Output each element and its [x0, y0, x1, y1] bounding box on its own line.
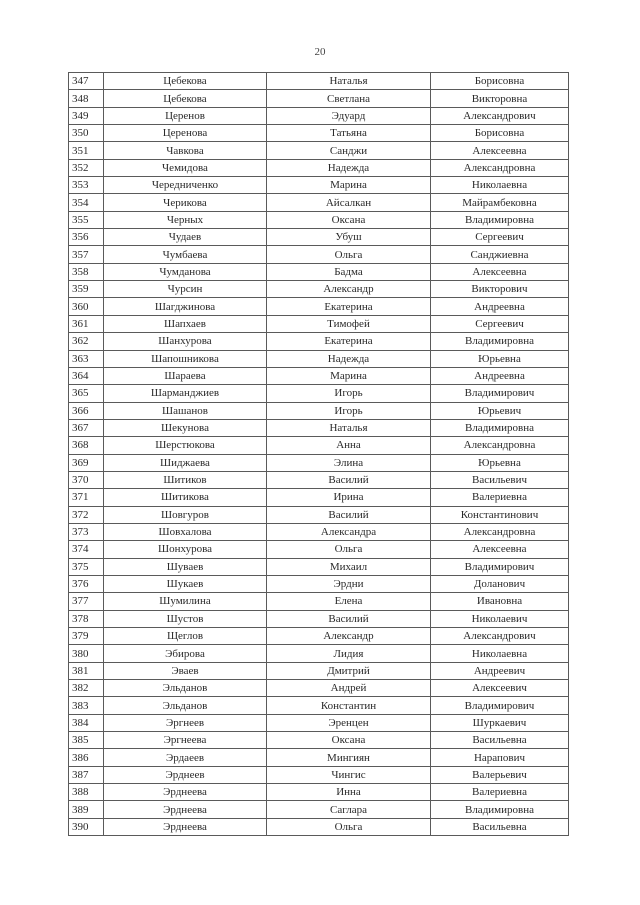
- row-number-cell: 370: [69, 471, 104, 488]
- patronymic-cell: Андреевна: [431, 298, 569, 315]
- surname-cell: Цебекова: [104, 90, 267, 107]
- row-number-cell: 364: [69, 367, 104, 384]
- row-number-cell: 369: [69, 454, 104, 471]
- surname-cell: Шитикова: [104, 489, 267, 506]
- table-row: [69, 367, 569, 384]
- table-row: [69, 385, 569, 402]
- surname-cell: Шовхалова: [104, 523, 267, 540]
- given-name-cell: Игорь: [267, 385, 431, 402]
- row-number-cell: 390: [69, 818, 104, 835]
- given-name-cell: Екатерина: [267, 298, 431, 315]
- table-row: [69, 471, 569, 488]
- row-number-cell: 347: [69, 73, 104, 90]
- table-row: [69, 784, 569, 801]
- given-name-cell: Александр: [267, 281, 431, 298]
- surname-cell: Цебекова: [104, 73, 267, 90]
- table-row: [69, 402, 569, 419]
- patronymic-cell: Борисовна: [431, 73, 569, 90]
- patronymic-cell: Майрамбековна: [431, 194, 569, 211]
- given-name-cell: Бадма: [267, 263, 431, 280]
- table-row: [69, 662, 569, 679]
- surname-cell: Шарманджиев: [104, 385, 267, 402]
- surname-cell: Эваев: [104, 662, 267, 679]
- given-name-cell: Лидия: [267, 645, 431, 662]
- patronymic-cell: Владимировна: [431, 211, 569, 228]
- patronymic-cell: Николаевна: [431, 645, 569, 662]
- patronymic-cell: Николаевич: [431, 610, 569, 627]
- row-number-cell: 356: [69, 229, 104, 246]
- surname-cell: Чавкова: [104, 142, 267, 159]
- given-name-cell: Василий: [267, 506, 431, 523]
- surname-cell: Чумданова: [104, 263, 267, 280]
- row-number-cell: 350: [69, 125, 104, 142]
- patronymic-cell: Алексеевна: [431, 263, 569, 280]
- surname-cell: Черикова: [104, 194, 267, 211]
- table-row: [69, 454, 569, 471]
- row-number-cell: 368: [69, 437, 104, 454]
- surname-cell: Шанхурова: [104, 333, 267, 350]
- table-row: [69, 437, 569, 454]
- surname-cell: Церенов: [104, 107, 267, 124]
- row-number-cell: 348: [69, 90, 104, 107]
- table-row: [69, 211, 569, 228]
- row-number-cell: 359: [69, 281, 104, 298]
- surname-cell: Шовгуров: [104, 506, 267, 523]
- row-number-cell: 377: [69, 593, 104, 610]
- given-name-cell: Андрей: [267, 680, 431, 697]
- row-number-cell: 372: [69, 506, 104, 523]
- surname-cell: Шапошникова: [104, 350, 267, 367]
- given-name-cell: Александр: [267, 628, 431, 645]
- page-number: 20: [314, 46, 326, 58]
- row-number-cell: 379: [69, 628, 104, 645]
- table-row: [69, 697, 569, 714]
- given-name-cell: Константин: [267, 697, 431, 714]
- given-name-cell: Наталья: [267, 73, 431, 90]
- patronymic-cell: Валериевна: [431, 784, 569, 801]
- given-name-cell: Надежда: [267, 159, 431, 176]
- given-name-cell: Эренцен: [267, 714, 431, 731]
- table-row: [69, 246, 569, 263]
- surname-cell: Церенова: [104, 125, 267, 142]
- patronymic-cell: Николаевна: [431, 177, 569, 194]
- patronymic-cell: Владимирович: [431, 558, 569, 575]
- table-row: [69, 298, 569, 315]
- row-number-cell: 384: [69, 714, 104, 731]
- given-name-cell: Оксана: [267, 732, 431, 749]
- surname-cell: Шиджаева: [104, 454, 267, 471]
- patronymic-cell: Викторовна: [431, 90, 569, 107]
- surname-cell: Шуваев: [104, 558, 267, 575]
- surname-cell: Шустов: [104, 610, 267, 627]
- table-row: [69, 732, 569, 749]
- table-row: [69, 107, 569, 124]
- given-name-cell: Эрдни: [267, 575, 431, 592]
- surname-cell: Эбирова: [104, 645, 267, 662]
- given-name-cell: Светлана: [267, 90, 431, 107]
- given-name-cell: Санджи: [267, 142, 431, 159]
- row-number-cell: 361: [69, 315, 104, 332]
- patronymic-cell: Ивановна: [431, 593, 569, 610]
- table-row: [69, 281, 569, 298]
- patronymic-cell: Доланович: [431, 575, 569, 592]
- given-name-cell: Ольга: [267, 541, 431, 558]
- given-name-cell: Наталья: [267, 419, 431, 436]
- surname-cell: Чумбаева: [104, 246, 267, 263]
- given-name-cell: Василий: [267, 471, 431, 488]
- patronymic-cell: Юрьевна: [431, 350, 569, 367]
- surname-cell: Шукаев: [104, 575, 267, 592]
- table-row: [69, 506, 569, 523]
- patronymic-cell: Владимировна: [431, 333, 569, 350]
- surname-cell: Шараева: [104, 367, 267, 384]
- patronymic-cell: Александровна: [431, 437, 569, 454]
- given-name-cell: Елена: [267, 593, 431, 610]
- patronymic-cell: Васильевич: [431, 471, 569, 488]
- surname-cell: Чурсин: [104, 281, 267, 298]
- given-name-cell: Надежда: [267, 350, 431, 367]
- row-number-cell: 353: [69, 177, 104, 194]
- patronymic-cell: Александровна: [431, 159, 569, 176]
- row-number-cell: 355: [69, 211, 104, 228]
- row-number-cell: 388: [69, 784, 104, 801]
- surname-cell: Щеглов: [104, 628, 267, 645]
- patronymic-cell: Нарапович: [431, 749, 569, 766]
- row-number-cell: 360: [69, 298, 104, 315]
- given-name-cell: Василий: [267, 610, 431, 627]
- table-row: [69, 714, 569, 731]
- patronymic-cell: Владимирович: [431, 697, 569, 714]
- surname-cell: Чередниченко: [104, 177, 267, 194]
- row-number-cell: 349: [69, 107, 104, 124]
- given-name-cell: Чингис: [267, 766, 431, 783]
- surname-cell: Эрднеева: [104, 801, 267, 818]
- given-name-cell: Мингиян: [267, 749, 431, 766]
- patronymic-cell: Валериевна: [431, 489, 569, 506]
- row-number-cell: 387: [69, 766, 104, 783]
- row-number-cell: 362: [69, 333, 104, 350]
- given-name-cell: Айсалкан: [267, 194, 431, 211]
- row-number-cell: 382: [69, 680, 104, 697]
- row-number-cell: 367: [69, 419, 104, 436]
- patronymic-cell: Владимировна: [431, 801, 569, 818]
- patronymic-cell: Юрьевич: [431, 402, 569, 419]
- surname-cell: Шапхаев: [104, 315, 267, 332]
- patronymic-cell: Васильевна: [431, 732, 569, 749]
- row-number-cell: 352: [69, 159, 104, 176]
- patronymic-cell: Юрьевна: [431, 454, 569, 471]
- surname-cell: Шитиков: [104, 471, 267, 488]
- patronymic-cell: Владимирович: [431, 385, 569, 402]
- patronymic-cell: Сергеевич: [431, 229, 569, 246]
- given-name-cell: Оксана: [267, 211, 431, 228]
- surname-cell: Эльданов: [104, 680, 267, 697]
- row-number-cell: 385: [69, 732, 104, 749]
- table-row: [69, 541, 569, 558]
- given-name-cell: Марина: [267, 177, 431, 194]
- patronymic-cell: Александровна: [431, 523, 569, 540]
- surname-cell: Шерстюкова: [104, 437, 267, 454]
- patronymic-cell: Шуркаевич: [431, 714, 569, 731]
- surname-cell: Эльданов: [104, 697, 267, 714]
- row-number-cell: 373: [69, 523, 104, 540]
- table-row: [69, 749, 569, 766]
- given-name-cell: Михаил: [267, 558, 431, 575]
- given-name-cell: Эдуард: [267, 107, 431, 124]
- patronymic-cell: Андреевич: [431, 662, 569, 679]
- patronymic-cell: Викторович: [431, 281, 569, 298]
- table-row: [69, 610, 569, 627]
- table-row: [69, 263, 569, 280]
- given-name-cell: Марина: [267, 367, 431, 384]
- patronymic-cell: Васильевна: [431, 818, 569, 835]
- given-name-cell: Инна: [267, 784, 431, 801]
- row-number-cell: 383: [69, 697, 104, 714]
- surname-cell: Шекунова: [104, 419, 267, 436]
- table-row: [69, 818, 569, 835]
- table-row: [69, 801, 569, 818]
- surname-cell: Эрдаеев: [104, 749, 267, 766]
- given-name-cell: Татьяна: [267, 125, 431, 142]
- given-name-cell: Ольга: [267, 246, 431, 263]
- given-name-cell: Дмитрий: [267, 662, 431, 679]
- patronymic-cell: Санджиевна: [431, 246, 569, 263]
- table-row: [69, 645, 569, 662]
- roster-table: [68, 72, 569, 836]
- row-number-cell: 381: [69, 662, 104, 679]
- patronymic-cell: Алексеевич: [431, 680, 569, 697]
- table-row: [69, 194, 569, 211]
- given-name-cell: Элина: [267, 454, 431, 471]
- row-number-cell: 365: [69, 385, 104, 402]
- table-row: [69, 142, 569, 159]
- table-row: [69, 575, 569, 592]
- row-number-cell: 354: [69, 194, 104, 211]
- given-name-cell: Екатерина: [267, 333, 431, 350]
- patronymic-cell: Валерьевич: [431, 766, 569, 783]
- row-number-cell: 376: [69, 575, 104, 592]
- surname-cell: Эргнеева: [104, 732, 267, 749]
- row-number-cell: 386: [69, 749, 104, 766]
- patronymic-cell: Алексеевна: [431, 142, 569, 159]
- table-row: [69, 419, 569, 436]
- table-row: [69, 177, 569, 194]
- surname-cell: Эрднеева: [104, 784, 267, 801]
- patronymic-cell: Борисовна: [431, 125, 569, 142]
- given-name-cell: Ирина: [267, 489, 431, 506]
- surname-cell: Эргнеев: [104, 714, 267, 731]
- table-row: [69, 90, 569, 107]
- patronymic-cell: Андреевна: [431, 367, 569, 384]
- table-row: [69, 558, 569, 575]
- given-name-cell: Александра: [267, 523, 431, 540]
- row-number-cell: 380: [69, 645, 104, 662]
- row-number-cell: 378: [69, 610, 104, 627]
- patronymic-cell: Алексеевна: [431, 541, 569, 558]
- surname-cell: Черных: [104, 211, 267, 228]
- roster-table-body: [69, 73, 569, 836]
- table-row: [69, 350, 569, 367]
- surname-cell: Эрднеева: [104, 818, 267, 835]
- given-name-cell: Игорь: [267, 402, 431, 419]
- table-row: [69, 73, 569, 90]
- surname-cell: Чудаев: [104, 229, 267, 246]
- patronymic-cell: Владимировна: [431, 419, 569, 436]
- table-row: [69, 628, 569, 645]
- table-row: [69, 766, 569, 783]
- table-row: [69, 229, 569, 246]
- row-number-cell: 357: [69, 246, 104, 263]
- given-name-cell: Анна: [267, 437, 431, 454]
- surname-cell: Чемидова: [104, 159, 267, 176]
- given-name-cell: Саглара: [267, 801, 431, 818]
- table-row: [69, 333, 569, 350]
- surname-cell: Шашанов: [104, 402, 267, 419]
- patronymic-cell: Александрович: [431, 628, 569, 645]
- surname-cell: Шагджинова: [104, 298, 267, 315]
- row-number-cell: 389: [69, 801, 104, 818]
- surname-cell: Шумилина: [104, 593, 267, 610]
- table-row: [69, 125, 569, 142]
- patronymic-cell: Александрович: [431, 107, 569, 124]
- row-number-cell: 371: [69, 489, 104, 506]
- table-row: [69, 680, 569, 697]
- row-number-cell: 358: [69, 263, 104, 280]
- row-number-cell: 375: [69, 558, 104, 575]
- given-name-cell: Убуш: [267, 229, 431, 246]
- surname-cell: Шонхурова: [104, 541, 267, 558]
- surname-cell: Эрднеев: [104, 766, 267, 783]
- row-number-cell: 363: [69, 350, 104, 367]
- row-number-cell: 374: [69, 541, 104, 558]
- patronymic-cell: Сергеевич: [431, 315, 569, 332]
- table-row: [69, 489, 569, 506]
- table-row: [69, 315, 569, 332]
- table-row: [69, 523, 569, 540]
- patronymic-cell: Константинович: [431, 506, 569, 523]
- table-row: [69, 593, 569, 610]
- given-name-cell: Ольга: [267, 818, 431, 835]
- row-number-cell: 366: [69, 402, 104, 419]
- table-row: [69, 159, 569, 176]
- row-number-cell: 351: [69, 142, 104, 159]
- given-name-cell: Тимофей: [267, 315, 431, 332]
